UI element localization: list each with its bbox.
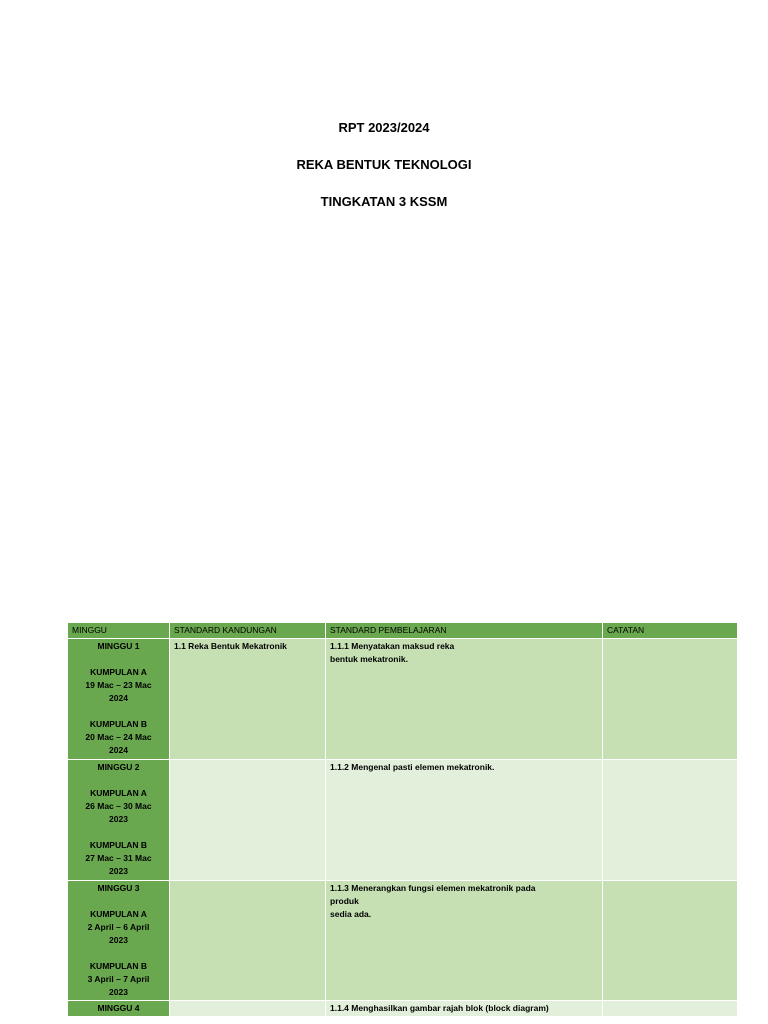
kumpulan-b-year: 2023: [109, 866, 128, 876]
kumpulan-a-year: 2023: [109, 814, 128, 824]
standard-pembelajaran-cell: [326, 639, 603, 760]
minggu-cell: [68, 1001, 170, 1017]
header-standard-pembelajaran: STANDARD PEMBELAJARAN: [326, 623, 603, 639]
catatan-cell: [603, 760, 738, 881]
standard-kandungan-cell: 1.1 Reka Bentuk Mekatronik: [170, 639, 326, 760]
kumpulan-a-date: 19 Mac – 23 Mac: [85, 680, 152, 690]
standard-kandungan-cell: [170, 760, 326, 881]
kumpulan-a-year: 2024: [109, 693, 128, 703]
standard-pembelajaran-cell: [326, 760, 603, 881]
catatan-cell: [603, 639, 738, 760]
rpt-table: [67, 622, 738, 1017]
sp-line: 1.1.2 Mengenal pasti elemen mekatronik.: [330, 762, 495, 772]
sp-line: produk: [330, 896, 359, 906]
kumpulan-b-date: 20 Mac – 24 Mac: [85, 732, 152, 742]
kumpulan-b-date: 27 Mac – 31 Mac: [85, 853, 152, 863]
sp-line: bentuk mekatronik.: [330, 654, 408, 664]
standard-kandungan-cell: [170, 881, 326, 1001]
kumpulan-b-year: 2024: [109, 745, 128, 755]
minggu-cell: [68, 639, 170, 760]
kumpulan-a-label: KUMPULAN A: [90, 909, 147, 919]
sp-line: 1.1.4 Menghasilkan gambar rajah blok (block diagram): [330, 1003, 549, 1013]
table-header-row: [68, 623, 738, 639]
document-title-block: [0, 118, 768, 229]
header-standard-kandungan: STANDARD KANDUNGAN: [170, 623, 326, 639]
minggu-label: MINGGU 4: [97, 1003, 140, 1013]
kumpulan-a-label: KUMPULAN A: [90, 788, 147, 798]
header-minggu: MINGGU: [68, 623, 170, 639]
table-row: [68, 760, 738, 881]
catatan-cell: [603, 1001, 738, 1017]
kumpulan-b-label: KUMPULAN B: [89, 719, 148, 729]
table-row: [68, 639, 738, 760]
kumpulan-a-year: 2023: [109, 935, 128, 945]
table-row: [68, 881, 738, 1001]
standard-pembelajaran-cell: [326, 881, 603, 1001]
sp-line: sedia ada.: [330, 909, 372, 919]
kumpulan-b-date: 3 April – 7 April: [87, 974, 150, 984]
title-subject: REKA BENTUK TEKNOLOGI: [296, 157, 472, 172]
minggu-cell: [68, 881, 170, 1001]
minggu-label: MINGGU 1: [97, 641, 140, 651]
minggu-label: MINGGU 3: [97, 883, 140, 893]
header-catatan: CATATAN: [603, 623, 738, 639]
kumpulan-b-year: 2023: [109, 987, 128, 997]
sp-line: 1.1.3 Menerangkan fungsi elemen mekatronik pada: [330, 883, 536, 893]
title-rpt-year: RPT 2023/2024: [338, 120, 430, 135]
minggu-label: MINGGU 2: [97, 762, 140, 772]
table-row: [68, 1001, 738, 1017]
sp-line: 1.1.1 Menyatakan maksud reka: [330, 641, 455, 651]
standard-kandungan-cell: [170, 1001, 326, 1017]
kumpulan-b-label: KUMPULAN B: [89, 840, 148, 850]
kumpulan-b-label: KUMPULAN B: [89, 961, 148, 971]
standard-pembelajaran-cell: [326, 1001, 603, 1017]
title-form: TINGKATAN 3 KSSM: [320, 194, 448, 209]
minggu-cell: [68, 760, 170, 881]
kumpulan-a-label: KUMPULAN A: [90, 667, 147, 677]
kumpulan-a-date: 26 Mac – 30 Mac: [85, 801, 152, 811]
catatan-cell: [603, 881, 738, 1001]
kumpulan-a-date: 2 April – 6 April: [87, 922, 150, 932]
